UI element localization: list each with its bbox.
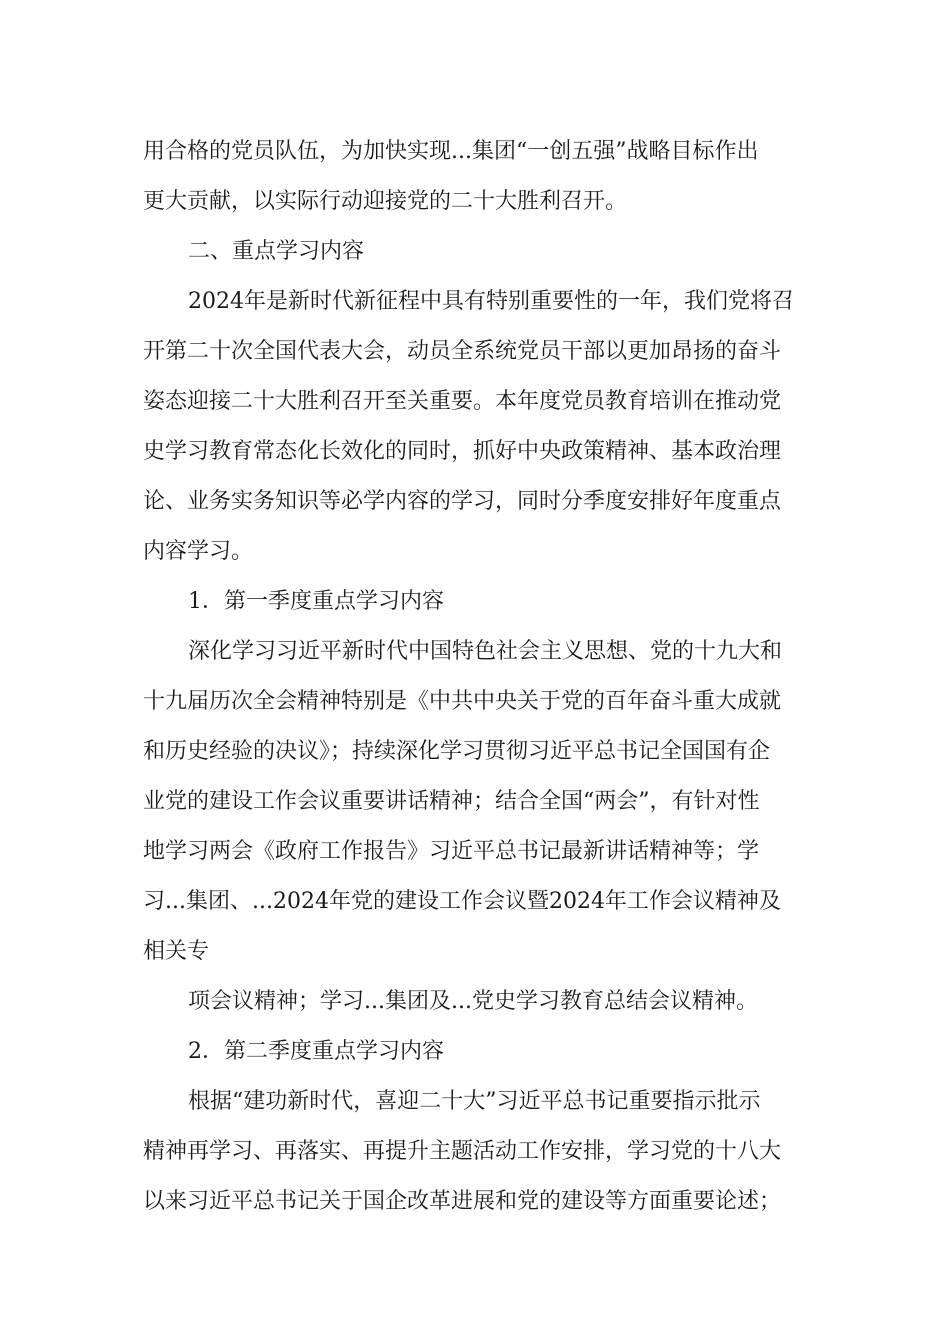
text-line: 2024年是新时代新征程中具有特别重要性的一年，我们党将召 <box>188 289 794 314</box>
subsection-heading: 2．第二季度重点学习内容 <box>188 1039 444 1064</box>
text-line: 习...集团、...2024年党的建设工作会议暨2024年工作会议精神及 <box>143 889 781 914</box>
text-line: 深化学习习近平新时代中国特色社会主义思想、党的十九大和 <box>188 639 783 664</box>
text-line: 相关专 <box>143 939 210 964</box>
text-line: 用合格的党员队伍，为加快实现...集团“一创五强”战略目标作出 <box>143 139 759 164</box>
text-line: 史学习教育常态化长效化的同时，抓好中央政策精神、基本政治理 <box>143 439 782 464</box>
text-line: 精神再学习、再落实、再提升主题活动工作安排，学习党的十八大 <box>143 1139 782 1164</box>
text-line: 开第二十次全国代表大会，动员全系统党员干部以更加昂扬的奋斗 <box>143 339 782 364</box>
text-line: 姿态迎接二十大胜利召开至关重要。本年度党员教育培训在推动党 <box>143 389 782 414</box>
section-heading: 二、重点学习内容 <box>188 239 365 264</box>
text-line: 以来习近平总书记关于国企改革进展和党的建设等方面重要论述； <box>143 1189 782 1214</box>
text-line: 论、业务实务知识等必学内容的学习，同时分季度安排好年度重点 <box>143 489 782 514</box>
text-line: 和历史经验的决议》；持续深化学习贯彻习近平总书记全国国有企 <box>143 739 771 764</box>
text-line: 项会议精神；学习...集团及...党史学习教育总结会议精神。 <box>188 989 758 1014</box>
text-line: 更大贡献，以实际行动迎接党的二十大胜利召开。 <box>143 189 628 214</box>
text-line: 地学习两会《政府工作报告》习近平总书记最新讲话精神等；学 <box>143 839 760 864</box>
subsection-heading: 1．第一季度重点学习内容 <box>188 589 444 614</box>
text-line: 十九届历次全会精神特别是《中共中央关于党的百年奋斗重大成就 <box>143 689 782 714</box>
text-line: 根据“建功新时代，喜迎二十大”习近平总书记重要指示批示 <box>188 1089 761 1114</box>
text-line: 业党的建设工作会议重要讲话精神；结合全国“两会”，有针对性 <box>143 789 760 814</box>
text-line: 内容学习。 <box>143 539 254 564</box>
